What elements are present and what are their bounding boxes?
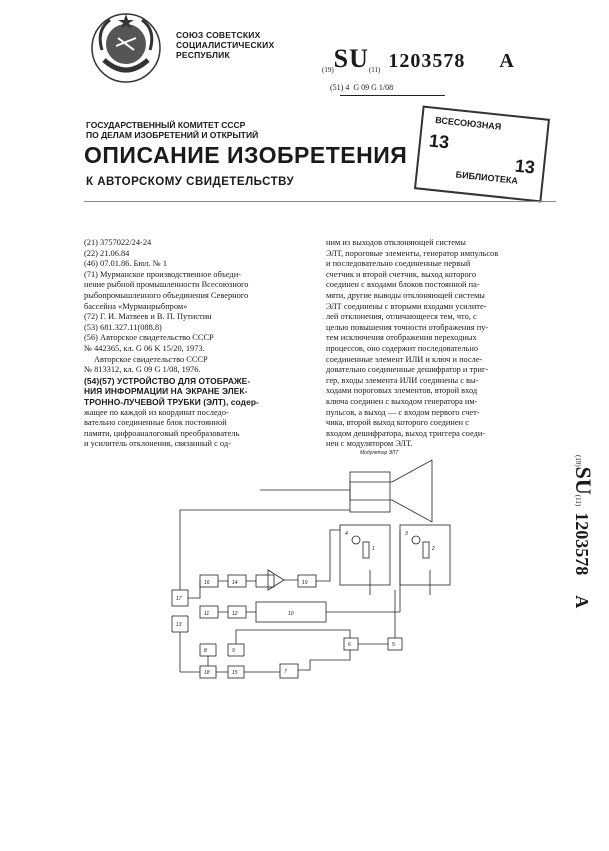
claim-line: счетчик и второй счетчик, выход которого <box>326 269 477 279</box>
ipc-class <box>330 83 393 92</box>
biblio-line: (46) 07.01.86. Бюл. № 1 <box>84 259 168 269</box>
claim-line: и последовательно соединенные первый <box>326 259 471 269</box>
block-label: 11 <box>204 611 210 617</box>
committee-name <box>86 120 258 140</box>
side-patent-number <box>556 455 600 675</box>
block-label: 14 <box>232 580 238 586</box>
claim-line: ключа соединен с выходом генератора им- <box>326 396 478 406</box>
claim-line: входом дешифратора, выход триггера соеди- <box>326 428 486 438</box>
crt-tube-shape <box>350 460 432 522</box>
claim-line: тем исключения отображения переходных <box>326 333 477 343</box>
bibliographic-data <box>84 238 316 450</box>
side-kind: A <box>572 595 592 609</box>
header-rule <box>84 201 556 202</box>
biblio-line: (21) 3757022/24-24 <box>84 238 152 247</box>
biblio-line: № 442365, кл. G 06 K 15/20, 1973. <box>84 343 205 353</box>
union-line-2: СОЦИАЛИСТИЧЕСКИХ <box>176 40 275 50</box>
deflection-box <box>350 472 390 512</box>
claim-line: ходами пороговых элементов, второй вход <box>326 386 478 396</box>
stamp-number-left: 13 <box>428 130 451 153</box>
code-19: (19) <box>322 66 334 74</box>
claim-line: соединенные элемент ИЛИ и ключ и после- <box>326 354 483 364</box>
block-label: 4 <box>345 531 348 537</box>
stamp-top-text: ВСЕСОЮЗНАЯ <box>434 114 502 132</box>
claim-line: лей отклонения, отличающееся тем, что, с <box>326 312 477 322</box>
circuit-diagram <box>160 430 460 700</box>
committee-line-1: ГОСУДАРСТВЕННЫЙ КОМИТЕТ СССР <box>86 120 246 130</box>
side-number: 1203578 <box>572 512 592 576</box>
claim-line: соединен с входами блоков постоянной па- <box>326 280 480 290</box>
ipc-code: (51) 4 <box>330 83 350 92</box>
claim-title-line: ТРОННО-ЛУЧЕВОЙ ТРУБКИ (ЭЛТ), содер- <box>84 396 259 407</box>
side-country: SU <box>571 466 596 495</box>
biblio-line: (56) Авторское свидетельство СССР <box>84 333 214 343</box>
biblio-line: Авторское свидетельство СССР <box>94 354 208 364</box>
resistor-1 <box>363 542 369 558</box>
claim-line: довательно соединенные дешифратор и триг- <box>326 365 489 375</box>
stamp-number-right: 13 <box>513 155 536 178</box>
block-label: 1 <box>372 546 375 552</box>
biblio-line: (53) 681.327.11(088.8) <box>84 322 162 332</box>
biblio-line: (71) Мурманское производственное объеди- <box>84 269 241 279</box>
block-label: 8 <box>204 648 207 654</box>
block-label: 19 <box>302 580 308 586</box>
claim-title-line: (54)(57) УСТРОЙСТВО ДЛЯ ОТОБРАЖЕ- <box>84 375 251 386</box>
biblio-line: бассейна «Мурманрыбпром» <box>84 301 188 311</box>
union-line-3: РЕСПУБЛИК <box>176 50 230 60</box>
committee-line-2: ПО ДЕЛАМ ИЗОБРЕТЕНИЙ И ОТКРЫТИЙ <box>86 130 259 140</box>
claim-line: чика, второй выход которого соединен с <box>326 418 469 428</box>
country-code: SU <box>333 44 369 73</box>
claim-line: ним из выходов отклоняющей системы <box>326 238 466 247</box>
library-stamp <box>414 106 550 203</box>
claim-line: целью повышения точности отображения пу- <box>326 322 489 332</box>
biblio-line: № 813312, кл. G 09 G 1/08, 1976. <box>84 365 201 375</box>
block-label: 16 <box>204 580 210 586</box>
claim-line: мяти, другие выводы отклоняющей системы <box>326 290 485 300</box>
block-label: 5 <box>392 642 395 648</box>
block-label: 18 <box>204 670 210 676</box>
claim-line: ЭЛТ, пороговые элементы, генератор импульсов <box>326 248 499 258</box>
document-subtitle: К АВТОРСКОМУ СВИДЕТЕЛЬСТВУ <box>86 176 295 188</box>
patent-number-block <box>322 44 514 74</box>
block-label: 2 <box>432 546 435 552</box>
claim-line: ЭЛТ соединены с вторыми входами усилите- <box>326 301 487 311</box>
stamp-bottom-text: БИБЛИОТЕКА <box>455 169 519 186</box>
block-label: 15 <box>232 670 238 676</box>
biblio-line: (22) 21.06.84 <box>84 248 130 258</box>
claim-line: и усилитель отклонения, связанный с од- <box>84 439 231 449</box>
block-label: 9 <box>232 648 235 654</box>
block-label: 3 <box>405 531 408 537</box>
patent-kind: A <box>499 50 514 72</box>
claim-line: памяти, цифроаналоговый преобразователь <box>84 428 240 438</box>
claim-line: нен с модулятором ЭЛТ. <box>326 439 413 449</box>
biblio-line: рыбопромышленного объединения Северного <box>84 290 249 300</box>
block-label: 13 <box>176 622 182 628</box>
claim-line: пульсов, а выход — с входом первого счет- <box>326 407 480 417</box>
ipc-rule <box>340 95 445 96</box>
claim-line: процессов, оно содержит последовательно <box>326 343 479 353</box>
crt-modulator-label: Модулятор ЭЛТ <box>360 450 399 456</box>
side-code-11: (11) <box>574 494 582 507</box>
side-patent-text <box>570 455 596 608</box>
claim-line: гер, входы элемента ИЛИ соединены с вы- <box>326 375 479 385</box>
claim-line: жащее по каждой из координат последо- <box>84 407 229 417</box>
block-label: 17 <box>176 596 182 602</box>
block-label: 7 <box>284 669 287 675</box>
resistor-2 <box>423 542 429 558</box>
biblio-line: (72) Г. И. Матвеев и В. П. Путистин <box>84 312 212 322</box>
ipc-value: G 09 G 1/08 <box>353 83 394 92</box>
block-label: 10 <box>288 611 294 617</box>
soviet-emblem-icon <box>88 10 164 86</box>
claim-title-line: НИЯ ИНФОРМАЦИИ НА ЭКРАНЕ ЭЛЕК- <box>84 386 248 397</box>
claim-line: вательно соединенные блок постоянной <box>84 418 227 428</box>
block-label: 12 <box>232 611 238 617</box>
code-11: (11) <box>368 66 381 74</box>
block-label: 6 <box>348 642 351 648</box>
union-name <box>176 30 274 60</box>
biblio-line: нение рыбной промышленности Всесоюзного <box>84 280 249 290</box>
claim-continuation <box>326 238 552 450</box>
side-code-19: (19) <box>574 455 582 467</box>
document-title: ОПИСАНИЕ ИЗОБРЕТЕНИЯ <box>84 142 408 168</box>
patent-number: 1203578 <box>388 50 466 72</box>
union-line-1: СОЮЗ СОВЕТСКИХ <box>176 30 261 40</box>
